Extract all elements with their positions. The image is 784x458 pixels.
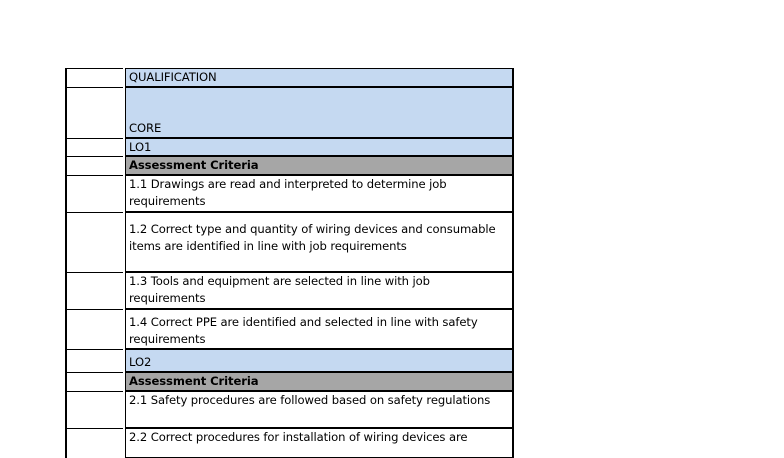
qualification-row (65, 68, 514, 87)
core-label: CORE (129, 121, 162, 135)
criteria-cell[interactable] (125, 175, 514, 212)
column-a-cell[interactable] (65, 272, 123, 309)
column-a-cell[interactable] (65, 212, 123, 272)
criteria-text: 1.4 Correct PPE are identified and selected in line with safety requirements (129, 315, 478, 346)
assessment-criteria-row (65, 372, 514, 391)
criteria-row (65, 272, 514, 309)
column-a-cell[interactable] (65, 68, 123, 87)
assessment-criteria-row (65, 156, 514, 175)
assessment-criteria-cell[interactable] (125, 372, 514, 391)
assessment-criteria-cell[interactable] (125, 156, 514, 175)
criteria-row (65, 175, 514, 212)
core-row (65, 87, 514, 138)
lo2-row (65, 349, 514, 372)
column-a-cell[interactable] (65, 349, 123, 372)
criteria-cell[interactable] (125, 272, 514, 309)
lo1-label: LO1 (129, 140, 152, 154)
criteria-text: 2.2 Correct procedures for installation of wiring devices are (129, 430, 468, 444)
criteria-text: 1.3 Tools and equipment are selected in line with job requirements (129, 274, 430, 305)
column-a-cell[interactable] (65, 428, 123, 458)
column-a-cell[interactable] (65, 391, 123, 428)
column-a-cell[interactable] (65, 175, 123, 212)
criteria-cell[interactable] (125, 309, 514, 349)
assessment-criteria-label: Assessment Criteria (129, 158, 259, 172)
lo2-label: LO2 (129, 355, 152, 369)
criteria-text: 1.1 Drawings are read and interpreted to determine job requirements (129, 177, 447, 208)
lo1-cell[interactable] (125, 138, 514, 156)
column-a-cell[interactable] (65, 372, 123, 391)
criteria-text: 1.2 Correct type and quantity of wiring devices and consumable items are identified in line with job requirements (129, 222, 496, 253)
qualification-label: QUALIFICATION (129, 70, 217, 84)
criteria-row (65, 428, 514, 458)
criteria-cell[interactable] (125, 391, 514, 428)
criteria-cell[interactable] (125, 212, 514, 272)
criteria-row (65, 309, 514, 349)
core-cell[interactable] (125, 87, 514, 138)
column-a-cell[interactable] (65, 156, 123, 175)
criteria-text: 2.1 Safety procedures are followed based on safety regulations (129, 393, 491, 407)
criteria-row (65, 391, 514, 428)
criteria-cell[interactable] (125, 428, 514, 458)
lo1-row (65, 138, 514, 156)
column-a-cell[interactable] (65, 138, 123, 156)
lo2-cell[interactable] (125, 349, 514, 372)
column-a-cell[interactable] (65, 309, 123, 349)
criteria-row (65, 212, 514, 272)
column-a-cell[interactable] (65, 87, 123, 138)
qualification-cell[interactable] (125, 68, 514, 87)
assessment-criteria-label: Assessment Criteria (129, 374, 259, 388)
